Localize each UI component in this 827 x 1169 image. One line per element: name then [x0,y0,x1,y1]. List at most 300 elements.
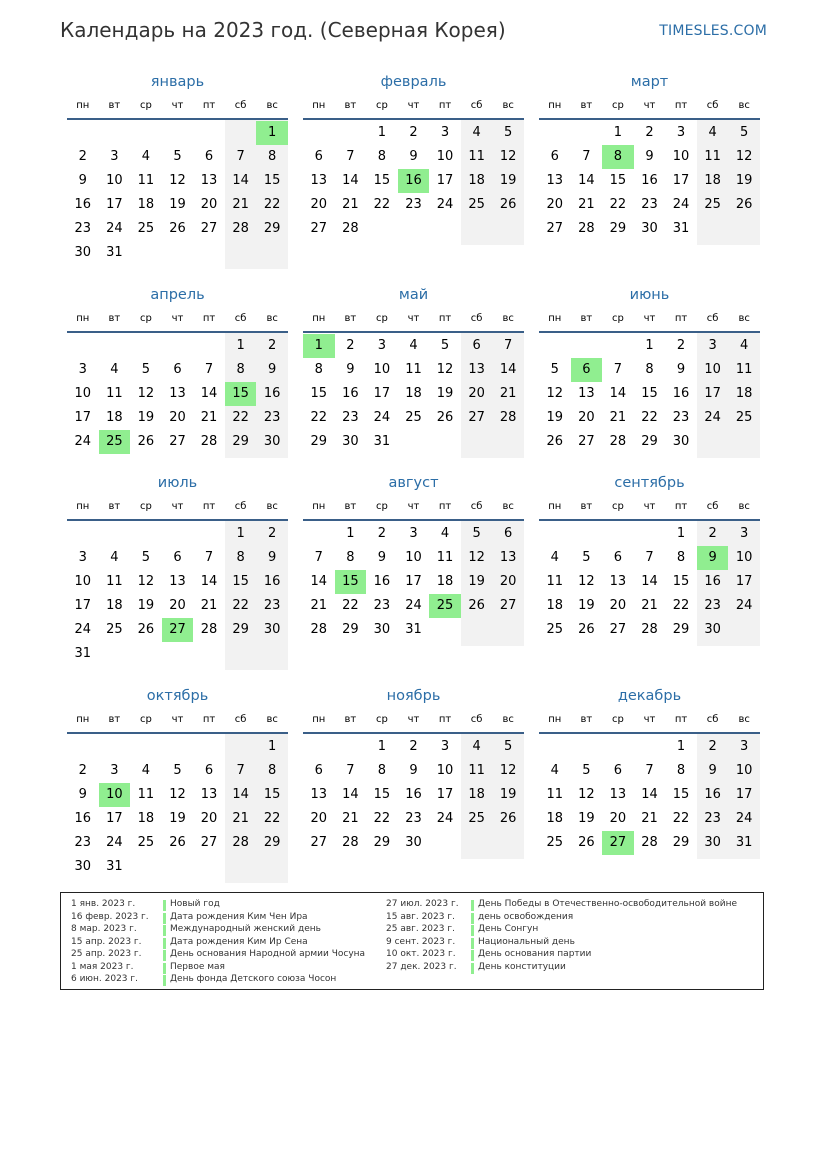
weekday-label: пн [548,313,562,324]
day-cell: 13 [200,173,218,188]
day-cell: 25 [137,835,155,850]
weekday-header [539,501,760,517]
day-cell: 15 [310,386,328,401]
day-cell: 26 [137,434,155,449]
day-cell: 6 [472,338,481,353]
day-cell: 30 [672,434,690,449]
day-cell: 12 [169,787,186,802]
day-cell: 13 [310,173,328,188]
day-cell: 9 [409,149,418,164]
day-cell: 2 [346,338,355,353]
day-cell: 3 [440,739,450,754]
weekday-label: сб [706,313,719,324]
month-name: январь [150,74,205,90]
day-cell: 18 [106,598,123,613]
day-cell: 11 [735,362,753,377]
weekday-label: вс [738,313,750,324]
weekday-label: пн [76,313,90,324]
day-cell: 28 [232,221,249,236]
weekday-label: вс [502,313,514,324]
day-cell: 17 [735,787,753,802]
day-cell: 23 [74,835,92,850]
day-cell: 18 [704,173,721,188]
day-cell: 10 [373,362,391,377]
day-cell: 12 [578,787,595,802]
day-cell: 8 [268,763,277,778]
day-cell: 28 [578,221,595,236]
day-cell: 10 [735,550,753,565]
day-cell: 29 [263,221,281,236]
holiday-marker [471,913,474,924]
weekday-label: сб [470,100,483,111]
day-cell: 15 [641,386,658,401]
day-cell: 7 [236,149,245,164]
day-cell: 21 [641,811,658,826]
weekday-label: вт [108,714,121,725]
weekday-label: вт [344,100,357,111]
day-cell: 3 [110,763,119,778]
holiday-name: День фонда Детского союза Чосон [170,974,337,984]
day-cell: 6 [613,763,623,778]
day-cell: 25 [704,197,721,212]
weekday-label: чт [171,100,184,111]
day-cell: 27 [200,835,218,850]
day-cell: 5 [173,763,182,778]
day-cell: 22 [609,197,627,212]
day-cell: 5 [173,149,182,164]
holiday-date: 27 дек. 2023 г. [386,961,457,972]
day-cell: 11 [704,149,721,164]
weekday-label: ср [375,313,388,324]
day-cell: 30 [373,622,391,637]
weekday-label: вт [580,313,593,324]
day-cell: 4 [110,362,119,377]
holiday-day-cell: 16 [398,169,430,193]
day-cell: 25 [468,197,485,212]
day-cell: 11 [468,149,485,164]
weekday-label: пт [674,100,688,111]
day-cell: 15 [373,173,391,188]
holiday-date: 8 мар. 2023 г. [71,924,137,934]
day-cell: 14 [499,362,517,377]
weekday-label: пн [76,714,90,725]
day-cell: 17 [74,410,92,425]
day-cell: 1 [236,338,245,353]
day-cell: 27 [499,598,517,613]
day-cell: 23 [342,410,359,425]
holiday-name: День основания партии [478,949,592,959]
day-cell: 3 [110,149,119,164]
weekday-label: пн [76,501,90,512]
day-cell: 2 [708,526,717,541]
day-cell: 1 [377,125,387,140]
day-cell: 21 [200,410,218,425]
weekday-header [303,714,524,730]
weekday-label: вт [108,100,121,111]
day-cell: 1 [676,739,686,754]
day-cell: 6 [314,149,323,164]
day-cell: 15 [263,173,281,188]
weekday-header [67,100,288,116]
day-cell: 21 [232,197,249,212]
day-cell: 2 [78,149,87,164]
day-cell: 20 [310,811,328,826]
day-cell: 16 [263,574,281,589]
day-cell: 26 [137,622,155,637]
day-cell: 21 [232,811,249,826]
day-cell: 25 [405,410,422,425]
day-cell: 14 [641,574,658,589]
day-cell: 17 [106,197,123,212]
holiday-day-cell: 8 [602,145,634,169]
holiday-date: 1 мая 2023 г. [71,961,134,972]
day-cell: 17 [704,386,721,401]
day-cell: 16 [405,787,422,802]
weekday-label: пт [202,100,216,111]
day-cell: 26 [546,434,564,449]
holiday-name: Новый год [170,899,220,909]
day-cell: 10 [672,149,690,164]
day-cell: 28 [200,434,218,449]
holiday-name: День Победы в Отечественно-освободительной войне [478,899,738,909]
day-cell: 17 [405,574,422,589]
day-cell: 18 [137,811,155,826]
holiday-name: День основания Народной армии Чосуна [170,949,366,959]
day-cell: 1 [236,526,245,541]
holiday-date: 1 янв. 2023 г. [71,899,136,909]
day-cell: 31 [106,859,123,874]
day-cell: 19 [137,410,155,425]
day-cell: 16 [373,574,391,589]
day-cell: 8 [236,362,245,377]
day-cell: 28 [499,410,517,425]
day-cell: 12 [546,386,564,401]
day-cell: 7 [504,338,513,353]
weekday-label: пн [548,100,562,111]
day-cell: 16 [672,386,690,401]
day-cell: 17 [735,574,753,589]
day-cell: 19 [578,598,595,613]
month-name: июль [157,475,198,491]
day-cell: 21 [200,598,218,613]
day-cell: 25 [137,221,155,236]
day-cell: 7 [204,550,214,565]
day-cell: 22 [373,197,391,212]
weekday-label: пн [312,714,326,725]
day-cell: 17 [436,173,454,188]
day-cell: 18 [468,787,485,802]
day-cell: 13 [169,574,186,589]
day-cell: 27 [310,835,328,850]
weekday-label: пн [76,100,90,111]
day-cell: 21 [609,410,627,425]
day-cell: 8 [377,763,387,778]
day-cell: 6 [504,526,513,541]
weekday-label: вс [266,313,278,324]
holiday-name: Дата рождения Ким Ир Сена [170,936,308,947]
site-link[interactable]: TIMESLES.COM [659,23,767,39]
weekday-label: ср [139,100,152,111]
day-cell: 17 [373,386,391,401]
day-cell: 24 [106,221,123,236]
weekday-header [67,714,288,730]
day-cell: 23 [641,197,658,212]
day-cell: 28 [609,434,627,449]
day-cell: 1 [346,526,355,541]
weekday-label: вт [344,313,357,324]
weekday-header [539,100,760,116]
weekday-label: пт [438,714,452,725]
day-cell: 7 [613,362,623,377]
weekday-label: пн [312,313,326,324]
day-cell: 1 [377,739,387,754]
day-cell: 16 [263,386,281,401]
day-cell: 12 [169,173,186,188]
day-cell: 10 [436,149,454,164]
day-cell: 28 [641,622,658,637]
day-cell: 20 [609,811,627,826]
holiday-name: Национальный день [478,936,575,947]
day-cell: 4 [440,526,450,541]
day-cell: 17 [106,811,123,826]
day-cell: 8 [268,149,277,164]
day-cell: 3 [78,362,87,377]
weekday-label: вт [580,714,593,725]
month-name: март [630,74,669,90]
day-cell: 10 [405,550,422,565]
weekday-label: вт [344,501,357,512]
day-cell: 28 [342,835,359,850]
day-cell: 24 [436,811,454,826]
day-cell: 31 [373,434,391,449]
day-cell: 27 [468,410,485,425]
day-cell: 27 [546,221,564,236]
day-cell: 5 [582,763,591,778]
day-cell: 26 [578,622,595,637]
day-cell: 5 [504,125,513,140]
weekday-label: ср [611,313,624,324]
weekday-header [539,313,760,329]
holiday-day-cell: 1 [303,334,335,358]
weekday-label: сб [706,501,719,512]
day-cell: 26 [735,197,753,212]
day-cell: 27 [169,434,186,449]
day-cell: 4 [550,763,559,778]
weekday-label: чт [171,714,184,725]
holiday-date: 27 июл. 2023 г. [386,899,459,909]
weekday-label: пт [674,501,688,512]
day-cell: 14 [342,173,359,188]
day-cell: 9 [409,763,418,778]
day-cell: 4 [472,125,481,140]
day-cell: 18 [735,386,753,401]
day-cell: 23 [405,811,422,826]
day-cell: 20 [310,197,328,212]
day-cell: 7 [236,763,245,778]
weekday-label: вс [738,100,750,111]
holiday-day-cell: 15 [225,382,257,406]
day-cell: 8 [377,149,387,164]
day-cell: 4 [141,149,151,164]
weekday-label: пн [312,501,326,512]
day-cell: 3 [409,526,418,541]
day-cell: 7 [645,550,654,565]
month-name: октябрь [146,688,209,704]
day-cell: 3 [740,739,749,754]
day-cell: 26 [499,197,517,212]
day-cell: 5 [740,125,749,140]
day-cell: 27 [310,221,328,236]
day-cell: 24 [74,622,92,637]
holiday-date: 25 апр. 2023 г. [71,949,142,959]
day-cell: 5 [472,526,481,541]
day-cell: 19 [735,173,753,188]
weekday-header [303,313,524,329]
day-cell: 19 [169,811,186,826]
holiday-marker [163,975,166,986]
weekday-label: ср [139,714,152,725]
day-cell: 26 [578,835,595,850]
day-cell: 16 [704,787,721,802]
holiday-day-cell: 1 [256,121,288,145]
day-cell: 11 [468,763,485,778]
holiday-day-cell: 6 [571,358,603,382]
day-cell: 13 [169,386,186,401]
day-cell: 8 [346,550,355,565]
day-cell: 13 [468,362,485,377]
weekday-label: вс [738,501,750,512]
weekday-label: сб [234,313,247,324]
holiday-day-cell: 27 [162,618,194,642]
day-cell: 9 [708,763,717,778]
day-cell: 28 [200,622,218,637]
day-cell: 31 [106,245,123,260]
day-cell: 19 [468,574,485,589]
day-cell: 31 [74,646,92,661]
day-cell: 15 [609,173,627,188]
day-cell: 14 [232,787,249,802]
day-cell: 16 [74,197,92,212]
weekday-label: вс [738,714,750,725]
month-name: февраль [380,74,447,90]
day-cell: 24 [704,410,721,425]
day-cell: 21 [342,811,359,826]
day-cell: 16 [704,574,721,589]
day-cell: 24 [106,835,123,850]
day-cell: 6 [173,362,182,377]
holiday-name: Первое мая [170,961,225,972]
day-cell: 22 [263,811,281,826]
day-cell: 6 [204,149,214,164]
weekday-label: чт [643,100,656,111]
weekday-header [303,501,524,517]
day-cell: 8 [645,362,654,377]
weekday-label: сб [234,714,247,725]
weekday-label: вс [266,501,278,512]
month-name: апрель [150,287,205,303]
day-cell: 19 [137,598,155,613]
day-cell: 9 [78,787,87,802]
day-cell: 22 [232,598,249,613]
day-cell: 6 [173,550,182,565]
day-cell: 19 [499,787,517,802]
month-name: сентябрь [614,475,685,491]
day-cell: 7 [645,763,654,778]
day-cell: 30 [74,245,92,260]
day-cell: 14 [200,386,218,401]
weekday-label: вт [580,501,593,512]
day-cell: 12 [735,149,753,164]
weekday-label: вс [266,100,278,111]
weekday-label: ср [139,313,152,324]
day-cell: 30 [704,835,721,850]
holiday-date: 16 февр. 2023 г. [71,911,149,922]
day-cell: 20 [546,197,564,212]
month-name: июнь [629,287,670,303]
day-cell: 24 [672,197,690,212]
holiday-day-cell: 9 [697,546,729,570]
day-cell: 9 [268,550,277,565]
day-cell: 2 [708,739,717,754]
holiday-day-cell: 15 [335,570,367,594]
day-cell: 21 [310,598,328,613]
day-cell: 5 [141,550,151,565]
day-cell: 11 [106,386,123,401]
holiday-name: День Сонгун [478,924,539,934]
day-cell: 25 [468,811,485,826]
day-cell: 13 [310,787,328,802]
holiday-marker [471,900,474,911]
day-cell: 11 [137,787,155,802]
day-cell: 12 [137,386,155,401]
day-cell: 12 [468,550,485,565]
day-cell: 24 [373,410,391,425]
day-cell: 2 [409,125,418,140]
weekday-label: ср [375,714,388,725]
holiday-legend [60,892,764,990]
holiday-marker [471,938,474,949]
holiday-day-cell: 25 [99,430,131,454]
weekday-label: вс [502,714,514,725]
weekday-label: пт [674,714,688,725]
day-cell: 18 [405,386,422,401]
weekday-label: пт [438,313,452,324]
day-cell: 29 [672,835,690,850]
day-cell: 30 [263,622,281,637]
day-cell: 25 [546,835,564,850]
weekday-label: ср [375,100,388,111]
day-cell: 6 [550,149,559,164]
weekday-label: сб [234,501,247,512]
day-cell: 14 [609,386,627,401]
weekday-label: вс [502,501,514,512]
weekday-label: пт [438,501,452,512]
day-cell: 26 [499,811,517,826]
day-cell: 23 [263,410,281,425]
day-cell: 11 [436,550,454,565]
weekday-label: ср [139,501,152,512]
day-cell: 2 [409,739,418,754]
holiday-name: день освобождения [478,911,574,922]
day-cell: 18 [436,574,454,589]
day-cell: 3 [676,125,686,140]
day-cell: 15 [672,787,690,802]
day-cell: 27 [578,434,595,449]
day-cell: 24 [735,598,753,613]
day-cell: 24 [74,434,92,449]
day-cell: 2 [268,526,277,541]
day-cell: 28 [641,835,658,850]
